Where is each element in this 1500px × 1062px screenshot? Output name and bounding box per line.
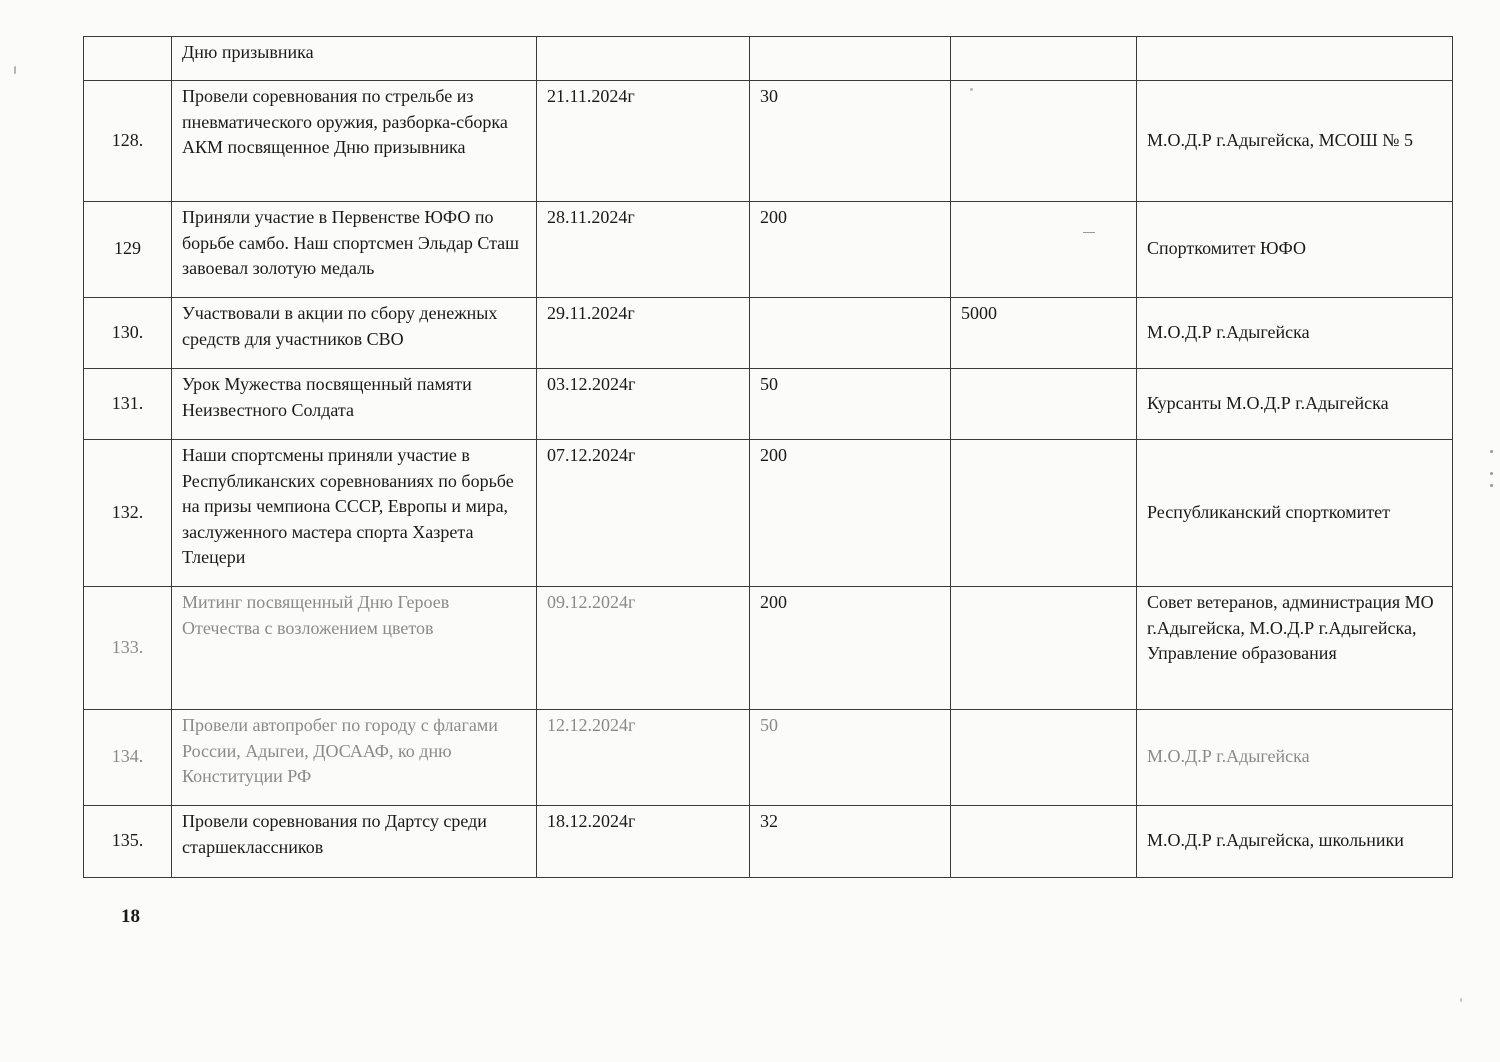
amount: 5000 [951, 298, 1137, 369]
table-row [84, 202, 1453, 298]
scan-speck [1490, 484, 1493, 487]
amount [951, 710, 1137, 806]
organizer: Спорткомитет ЮФО [1137, 202, 1453, 298]
event-date: 03.12.2024г [537, 369, 750, 440]
event-description: Приняли участие в Первенстве ЮФО по борьбе самбо. Наш спортсмен Эльдар Сташ завоевал золотую медаль [172, 202, 537, 298]
table-row [84, 37, 1453, 81]
event-description: Урок Мужества посвященный памяти Неизвестного Солдата [172, 369, 537, 440]
row-number [84, 37, 172, 81]
amount [951, 202, 1137, 298]
amount [951, 369, 1137, 440]
event-description: Провели соревнования по стрельбе из пневматического оружия, разборка-сборка АКМ посвященное Дню призывника [172, 81, 537, 202]
table-row [84, 298, 1453, 369]
organizer: Республиканский спорткомитет [1137, 440, 1453, 587]
participants-count: 32 [750, 806, 951, 878]
organizer: М.О.Д.Р г.Адыгейска, МСОШ № 5 [1137, 81, 1453, 202]
event-date: 21.11.2024г [537, 81, 750, 202]
event-description: Дню призывника [172, 37, 537, 81]
organizer: М.О.Д.Р г.Адыгейска, школьники [1137, 806, 1453, 878]
event-description: Участвовали в акции по сбору денежных средств для участников СВО [172, 298, 537, 369]
scan-speck [14, 66, 16, 74]
participants-count [750, 37, 951, 81]
row-number: 132. [84, 440, 172, 587]
event-date: 28.11.2024г [537, 202, 750, 298]
participants-count [750, 298, 951, 369]
table-row [84, 710, 1453, 806]
scan-speck [970, 88, 973, 91]
organizer: Совет ветеранов, администрация МО г.Адыгейска, М.О.Д.Р г.Адыгейска, Управление образования [1137, 587, 1453, 710]
event-date: 12.12.2024г [537, 710, 750, 806]
events-table [83, 36, 1453, 878]
row-number: 135. [84, 806, 172, 878]
event-description: Наши спортсмены приняли участие в Республиканских соревнованиях по борьбе на призы чемпиона СССР, Европы и мира, заслуженного мастера спорта Хазрета Тлецери [172, 440, 537, 587]
row-number: 128. [84, 81, 172, 202]
amount [951, 806, 1137, 878]
participants-count: 30 [750, 81, 951, 202]
participants-count: 50 [750, 710, 951, 806]
organizer: Курсанты М.О.Д.Р г.Адыгейска [1137, 369, 1453, 440]
participants-count: 200 [750, 202, 951, 298]
participants-count: 200 [750, 587, 951, 710]
row-number: 129 [84, 202, 172, 298]
row-number: 130. [84, 298, 172, 369]
row-number: 133. [84, 587, 172, 710]
event-date: 07.12.2024г [537, 440, 750, 587]
participants-count: 50 [750, 369, 951, 440]
event-date: 18.12.2024г [537, 806, 750, 878]
scan-speck [1490, 472, 1493, 475]
participants-count: 200 [750, 440, 951, 587]
scan-speck [1460, 998, 1462, 1002]
row-number: 134. [84, 710, 172, 806]
event-date: 29.11.2024г [537, 298, 750, 369]
table-row [84, 369, 1453, 440]
amount [951, 37, 1137, 81]
table-row [84, 587, 1453, 710]
table-row [84, 806, 1453, 878]
organizer: М.О.Д.Р г.Адыгейска [1137, 298, 1453, 369]
scan-speck [1490, 450, 1493, 453]
event-description: Провели соревнования по Дартсу среди старшеклассников [172, 806, 537, 878]
event-date: 09.12.2024г [537, 587, 750, 710]
event-description: Митинг посвященный Дню Героев Отечества с возложением цветов [172, 587, 537, 710]
table-row [84, 440, 1453, 587]
amount [951, 587, 1137, 710]
organizer [1137, 37, 1453, 81]
amount [951, 81, 1137, 202]
event-date [537, 37, 750, 81]
page-number: 18 [121, 906, 140, 927]
scan-speck [1083, 232, 1095, 233]
event-description: Провели автопробег по городу с флагами России, Адыгеи, ДОСААФ, ко дню Конституции РФ [172, 710, 537, 806]
row-number: 131. [84, 369, 172, 440]
amount [951, 440, 1137, 587]
table-row [84, 81, 1453, 202]
organizer: М.О.Д.Р г.Адыгейска [1137, 710, 1453, 806]
